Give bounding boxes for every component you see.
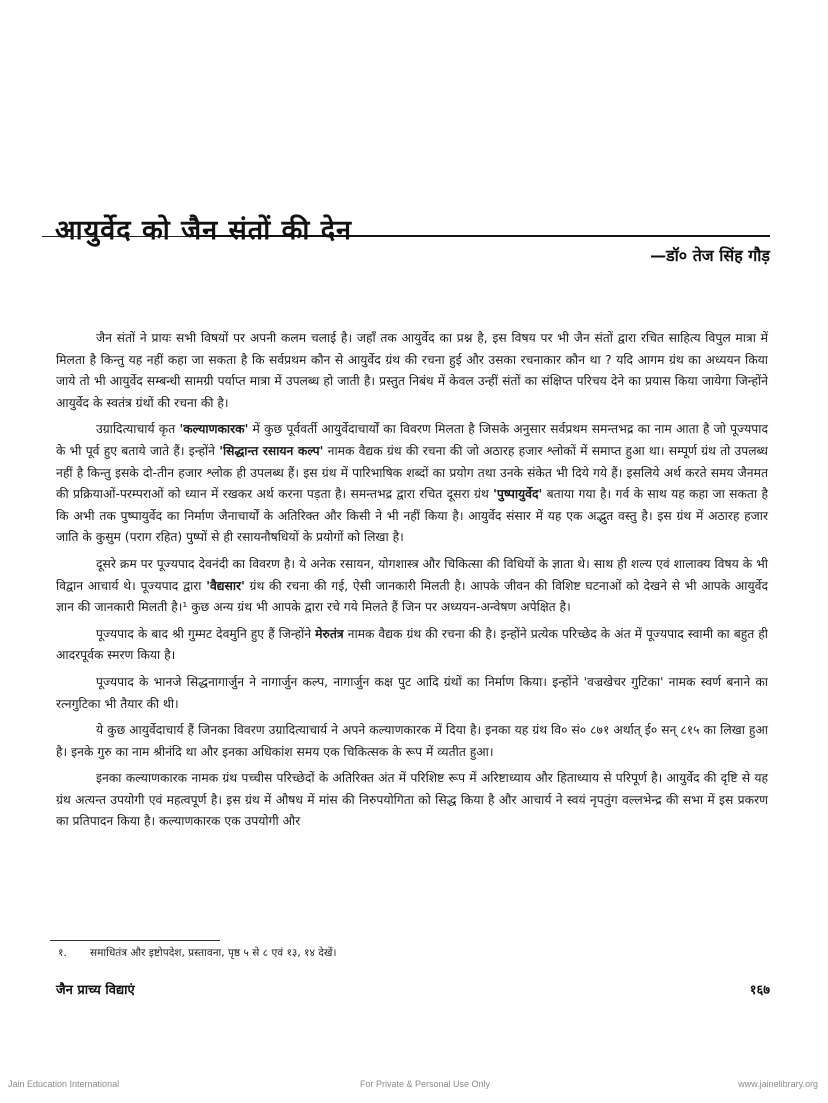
bold-book-title: 'कल्याणकारक' — [179, 422, 249, 437]
running-footer-title: जैन प्राच्य विद्याएं — [56, 983, 135, 998]
watermark-website-link[interactable]: www.jainelibrary.org — [738, 1079, 818, 1089]
title-rule-right — [192, 235, 770, 237]
watermark-usage-note: For Private & Personal Use Only — [360, 1079, 491, 1089]
paragraph-text: पूज्यपाद के भानजे सिद्धनागार्जुन ने नागार्जुन कल्प, नागार्जुन कक्ष पुट आदि ग्रंथों का निर्माण किया। इन्होंने 'वज्रखेचर गुटिका' नामक स्वर्ण बनाने का रत्नगुटिका भी तैयार की थी। — [56, 674, 768, 711]
author-byline: —डॉ० तेज सिंह गौड़ — [650, 246, 770, 265]
paragraph — [56, 419, 768, 549]
page-number: १६७ — [749, 983, 770, 998]
paragraph — [56, 768, 768, 833]
bold-book-title: 'पुष्पायुर्वेद' — [493, 487, 543, 502]
paragraph-text: बताया गया है। गर्व के साथ यह कहा जा सकता है कि अभी तक पुष्पायुर्वेद का निर्माण जैनाचार्यों के अतिरिक्त और किसी ने भी नहीं किया है। आयुर्वेद संसार में यह एक अद्भुत वस्तु है। इस ग्रंथ में अठारह हजार जाति के कुसुम (पराग रहित) पुष्पों से ही रसायनौषधियों के प्रयोगों को लिखा है। — [56, 487, 768, 545]
footnote — [58, 946, 336, 960]
paragraph — [56, 672, 768, 715]
paragraph — [56, 624, 768, 667]
paragraph-text: नामक वैद्यक ग्रंथ की रचना की जो अठारह हजार श्लोकों में समाप्त हुआ था। सम्पूर्ण ग्रंथ तो उपलब्ध नहीं है किन्तु इसके दो-तीन हजार श्लोक ही उपलब्ध हैं। इस ग्रंथ में पारिभाषिक शब्दों का प्रयोग तथा उनके संकेत भी दिये गये हैं। इसलिये अर्थ करते समय जैनमत की प्रक्रियाओं-परम्पराओं को ध्यान में रखकर अर्थ करना पड़ता है। समन्तभद्र द्वारा रचित दूसरा ग्रंथ — [56, 443, 768, 502]
footnote-text: समाधितंत्र और इष्टोपदेश, प्रस्तावना, पृष्ठ ५ से ८ एवं १३, १४ देखें। — [90, 947, 337, 959]
title-rule-left — [42, 236, 187, 237]
paragraph-text: नामक वैद्यक ग्रंथ की रचना की है। इन्होंने प्रत्येक परिच्छेद के अंत में पूज्यपाद स्वामी का बहुत ही आदरपूर्वक स्मरण किया है। — [56, 626, 768, 663]
watermark-publisher: Jain Education International — [8, 1079, 120, 1089]
bold-book-title: 'सिद्धान्त रसायन कल्प' — [219, 443, 324, 458]
paragraph-text: पूज्यपाद के बाद श्री गुम्मट देवमुनि हुए हैं जिन्होंने — [96, 626, 316, 641]
bold-book-title: 'वैद्यसार' — [206, 578, 245, 593]
paragraph-text: ये कुछ आयुर्वेदाचार्य हैं जिनका विवरण उग्रादित्याचार्य ने अपने कल्याणकारक में दिया है। इनका यह ग्रंथ वि० सं० ८७१ अर्थात् ई० सन् ८१५ का लिखा हुआ है। इनके गुरु का नाम श्रीनंदि था और इनका अधिकांश समय एक चिकित्सक के रूप में व्यतीत हुआ। — [56, 723, 768, 759]
article-title: आयुर्वेद को जैन संतों की देन — [55, 215, 353, 247]
paragraph-text: ग्रंथ की रचना की गई, ऐसी जानकारी मिलती है। आपके जीवन की विशिष्ट घटनाओं को देखने से भी आपके आयुर्वेद ज्ञान की जानकारी मिलती है।¹ कुछ अन्य ग्रंथ भी आपके द्वारा रचे गये मिलते हैं जिन पर अध्ययन-अन्वेषण अपेक्षित है। — [56, 578, 768, 615]
paragraph-text: उग्रादित्याचार्य कृत — [96, 422, 180, 437]
article-body — [56, 328, 768, 838]
paragraph-text: में कुछ पूर्ववर्ती आयुर्वेदाचार्यों का विवरण मिलता है जिसके अनुसार सर्वप्रथम समन्तभद्र का नाम आता है जो पूज्यपाद के भी पूर्व हुए बताये जाते हैं। इन्होंने — [56, 422, 768, 458]
paragraph-text: इनका कल्याणकारक नामक ग्रंथ पच्चीस परिच्छेदों के अतिरिक्त अंत में परिशिष्ट रूप में अरिष्टाध्याय और हिताध्याय से परिपूर्ण है। आयुर्वेद की दृष्टि से यह ग्रंथ अत्यन्त उपयोगी एवं महत्वपूर्ण है। इस ग्रंथ में औषध में मांस की निरुपयोगिता को सिद्ध किया है और आचार्य ने स्वयं नृपतुंग वल्लभेन्द्र की सभा में इस प्रकरण का प्रतिपादन किया है। कल्याणकारक एक उपयोगी और — [56, 771, 768, 829]
paragraph — [56, 328, 768, 414]
footnote-divider — [50, 940, 220, 941]
paragraph — [56, 720, 768, 763]
bold-book-title: मेरुतंत्र — [315, 626, 344, 641]
paragraph-text: जैन संतों ने प्रायः सभी विषयों पर अपनी कलम चलाई है। जहाँ तक आयुर्वेद का प्रश्न है, इस विषय पर भी जैन संतों द्वारा रचित साहित्य विपुल मात्रा में मिलता है किन्तु यह नहीं कहा जा सकता है कि सर्वप्रथम कौन से आयुर्वेद ग्रंथ की रचना हुई और उसका रचनाकार कौन था ? यदि आगम ग्रंथ का अध्ययन किया जाये तो भी आयुर्वेद सम्बन्धी सामग्री पर्याप्त मात्रा में उपलब्ध हो जाती है। प्रस्तुत निबंध में केवल उन्हीं संतों का संक्षिप्त परिचय देने का प्रयास किया जायेगा जिन्होंने आयुर्वेद के स्वतंत्र ग्रंथों की रचना की है। — [56, 331, 768, 410]
paragraph — [56, 554, 768, 619]
footnote-number: १. — [58, 947, 67, 959]
paragraph-text: दूसरे क्रम पर पूज्यपाद देवनंदी का विवरण है। ये अनेक रसायन, योगशास्त्र और चिकित्सा की विधियों के ज्ञाता थे। साथ ही शल्य एवं शालाक्य विषय के भी विद्वान आचार्य थे। पूज्यपाद द्वारा — [56, 556, 768, 593]
